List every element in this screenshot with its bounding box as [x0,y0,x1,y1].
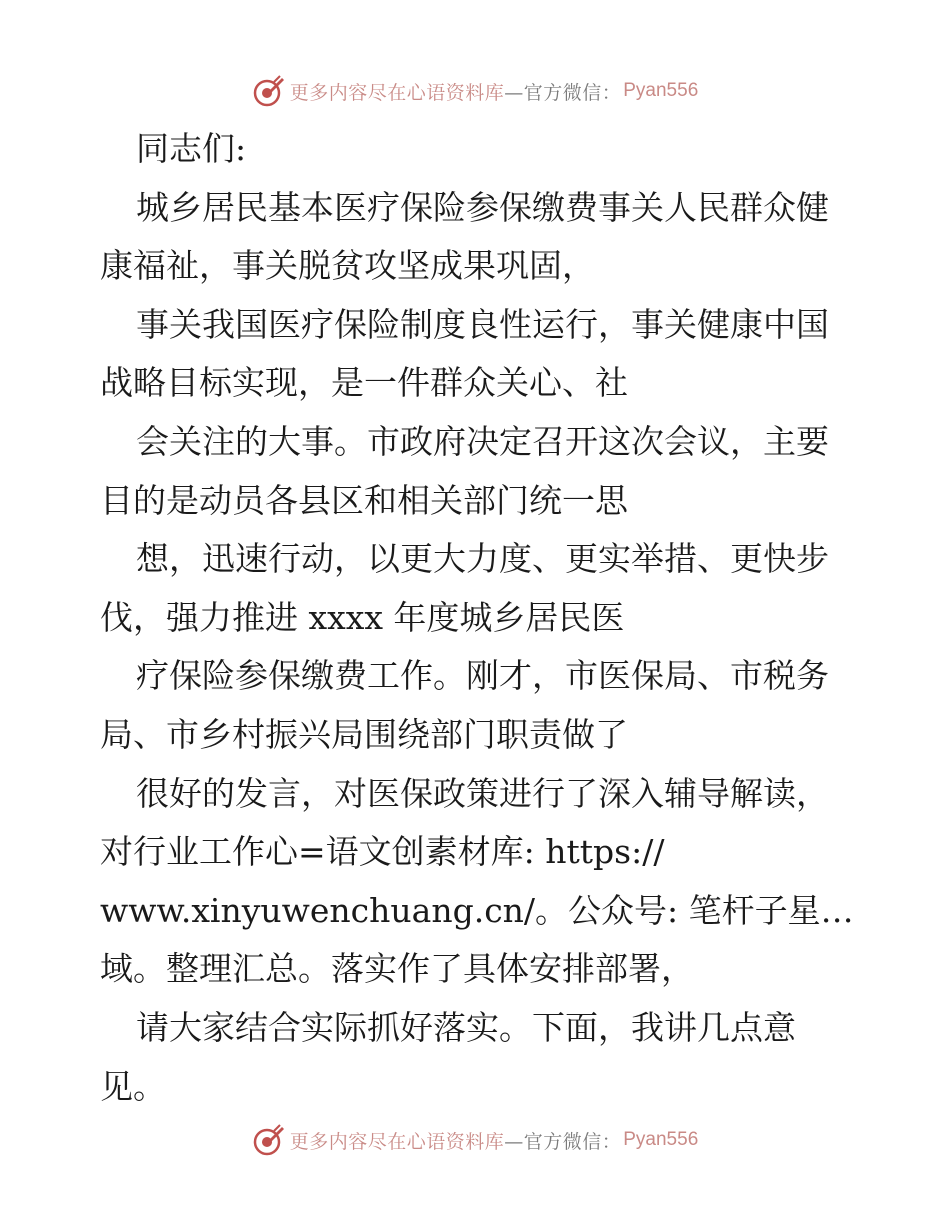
text-line: 会关注的大事。市政府决定召开这次会议，主要 [136,421,829,461]
quill-pen-logo-icon [252,74,286,108]
text-line: 同志们: [136,129,247,168]
text-line: 城乡居民基本医疗保险参保缴费事关人民群众健 [136,187,829,227]
text-line: 很好的发言，对医保政策进行了深入辅导解读， [136,773,829,813]
body-text [100,120,860,1116]
text-line: 战略目标实现，是一件群众关心、社 [100,363,628,403]
header-banner[interactable] [0,71,950,111]
text-line: 事关我国医疗保险制度良性运行，事关健康中国 [136,304,829,344]
text-line: 域。整理汇总。落实作了具体安排部署， [100,949,694,989]
text-line: 请大家结合实际抓好落实。下面，我讲几点意 [136,1007,796,1047]
footer-banner[interactable] [0,1120,950,1160]
header-wechat-id: Pyan556 [623,80,699,101]
text-line: 伐，强力推进 xxxx 年度城乡居民医 [100,597,625,637]
header-wechat-label: —官方微信： [504,81,622,104]
text-line: 康福祉，事关脱贫攻坚成果巩固， [100,246,595,286]
text-line: 对行业工作心=语文创素材库: https:// [100,832,665,872]
text-line: 想，迅速行动，以更大力度、更实举措、更快步 [136,539,829,579]
text-line: www.xinyuwenchuang.cn/。公众号: 笔杆子星… [100,890,854,930]
header-site-text: 更多内容尽在心语资料库 [289,81,505,104]
text-line: 局、市乡村振兴局围绕部门职责做了 [100,714,628,754]
footer-wechat-label: —官方微信： [504,1130,622,1153]
footer-wechat-id: Pyan556 [623,1129,699,1150]
footer-site-text: 更多内容尽在心语资料库 [289,1130,505,1153]
text-line: 目的是动员各县区和相关部门统一思 [100,480,628,520]
quill-pen-logo-icon [252,1123,286,1157]
text-line: 见。 [100,1066,166,1106]
text-line: 疗保险参保缴费工作。刚才，市医保局、市税务 [136,656,829,696]
